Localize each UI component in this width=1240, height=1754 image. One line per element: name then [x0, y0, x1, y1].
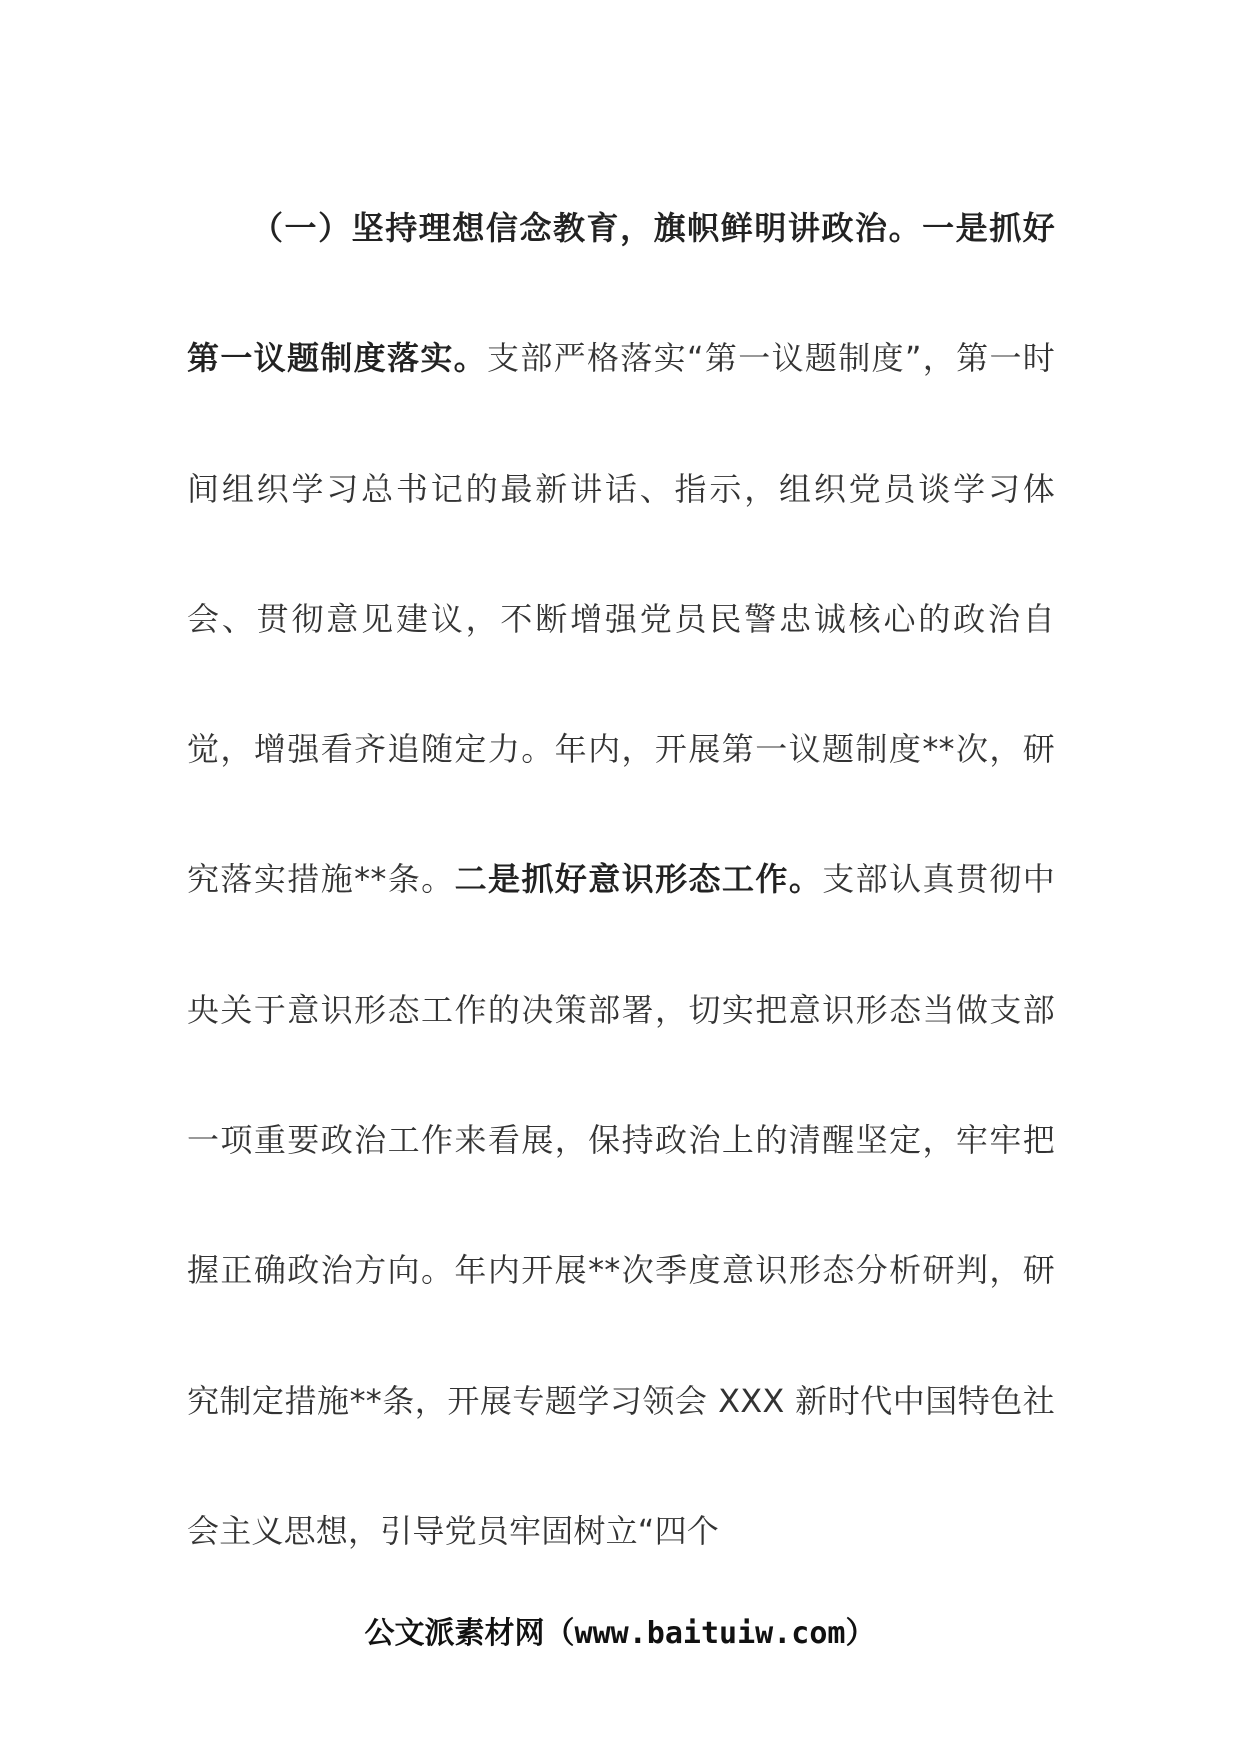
footer-site-name: 公文派素材网 — [364, 1616, 545, 1651]
footer-close-paren: ） — [845, 1616, 876, 1651]
paragraph-text: 支部认真贯彻中央关于意识形态工作的决策部署，切实把意识形态当做支部一项重要政治工作来看展，保持政治上的清醒坚定，牢牢把握正确政治方向。年内开展**次季度意识形态分析研判，研究制定措施**条，开展专题学习领会 XXX 新时代中国特色社会主义思想，引导党员牢固树立“四个 — [187, 860, 1055, 1550]
subheading: 二是抓好意识形态工作。 — [454, 860, 823, 899]
footer-watermark — [0, 1614, 1240, 1654]
section-heading: （一）坚持理想信念教育，旗帜鲜明讲政治。一是抓好第一议题制度落实。 — [187, 209, 1055, 378]
footer-open-paren: （ — [544, 1616, 575, 1651]
paragraph-text: 支部严格落实“第一议题制度”，第一时间组织学习总书记的最新讲话、指示，组织党员谈学习体会、贯彻意见建议，不断增强党员民警忠诚核心的政治自觉，增强看齐追随定力。年内，开展第一议题制度**次，研究落实措施**条。 — [187, 339, 1055, 899]
body-paragraph — [187, 163, 1055, 1596]
footer-url: www.baituiw.com — [574, 1616, 846, 1651]
